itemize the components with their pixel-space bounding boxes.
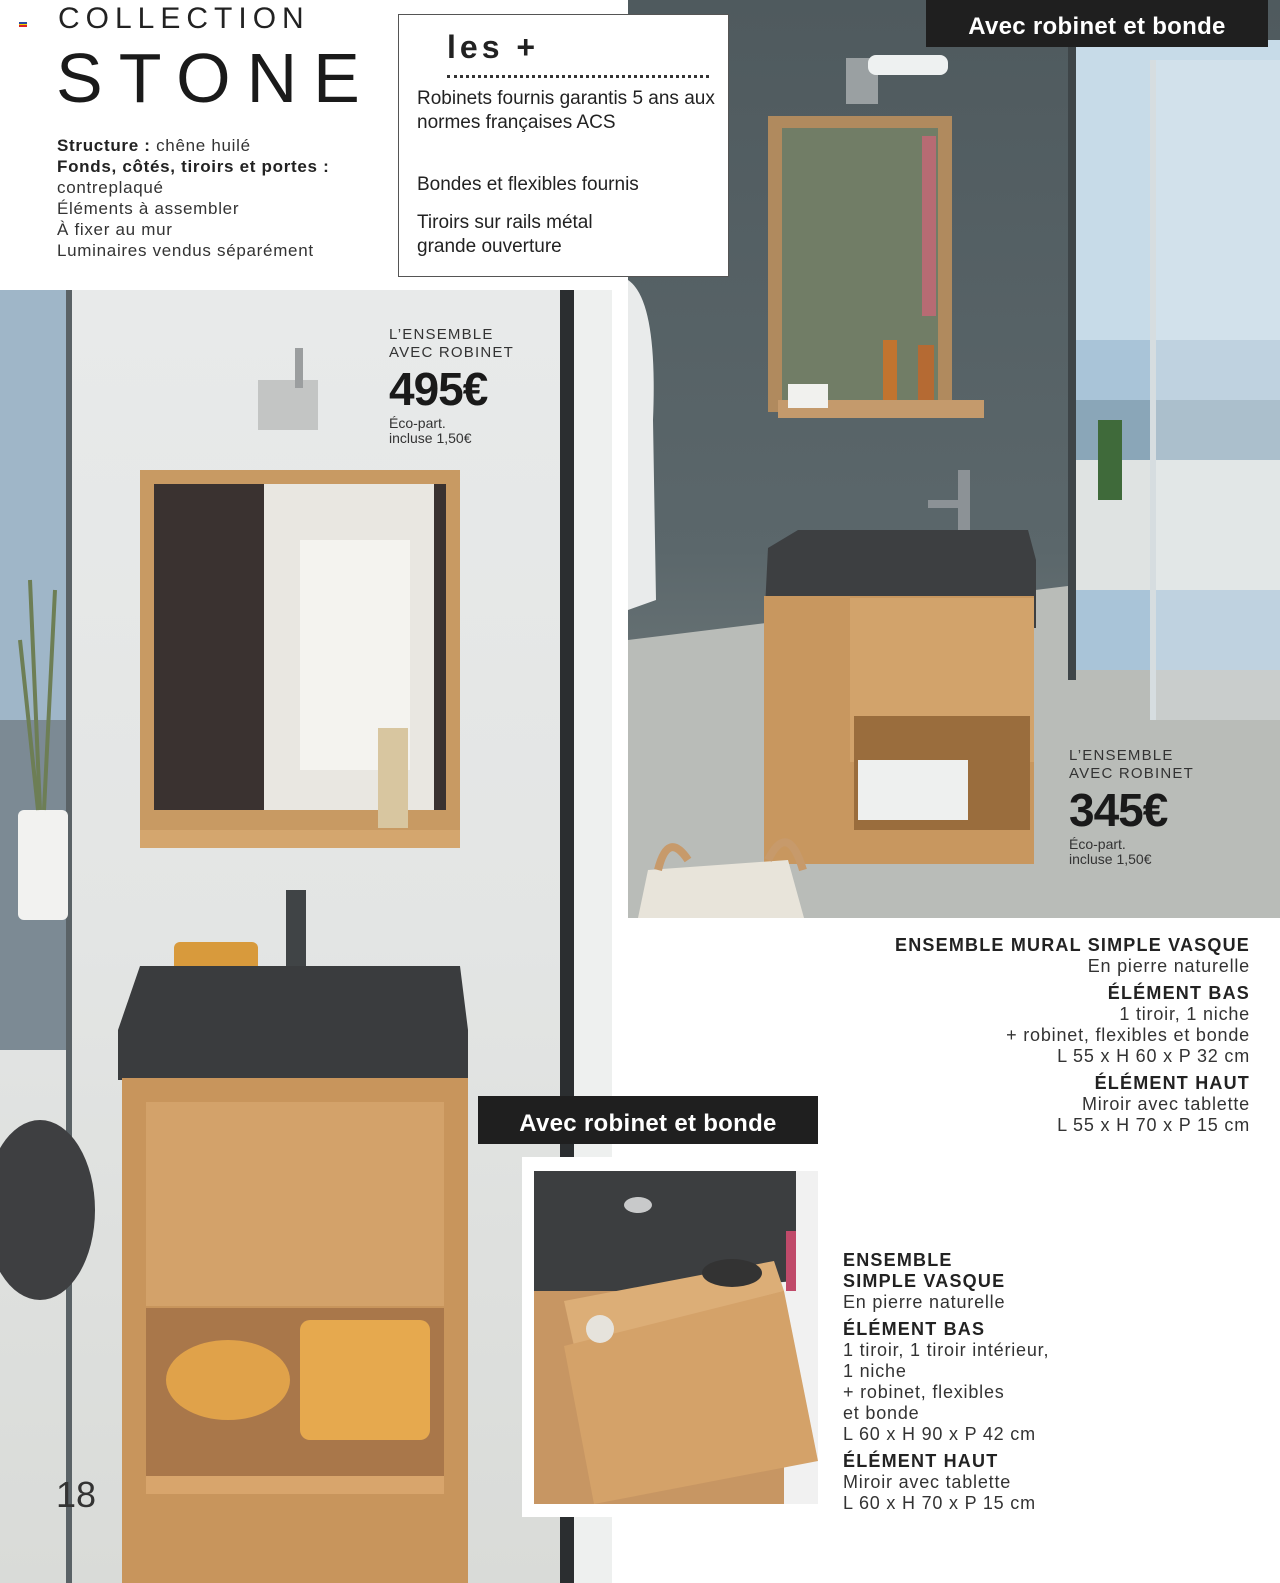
eco-part: Éco-part. <box>389 415 446 431</box>
advantages-title: les + <box>447 29 540 65</box>
element-line: et bonde <box>843 1403 920 1423</box>
banner-middle: Avec robinet et bonde <box>478 1096 818 1144</box>
photo-floor-vanity <box>0 290 612 1583</box>
element-line: Miroir avec tablette <box>1081 1094 1250 1114</box>
banner-top-right: Avec robinet et bonde <box>926 0 1268 47</box>
product-title: SIMPLE VASQUE <box>843 1271 1006 1291</box>
element-line: 1 niche <box>843 1361 907 1381</box>
advantage-item: Tiroirs sur rails métal grande ouverture <box>417 212 593 257</box>
advantages-box <box>398 14 729 277</box>
description-floor-set <box>843 1250 1143 1514</box>
eco-part: incluse 1,50€ <box>389 430 472 446</box>
element-haut-title: ÉLÉMENT HAUT <box>1094 1073 1250 1093</box>
photo-drawer-detail <box>534 1171 818 1504</box>
flag-icon <box>19 22 27 27</box>
product-subtitle: En pierre naturelle <box>843 1292 1006 1312</box>
price-label: L’ENSEMBLE <box>389 326 494 343</box>
collection-label: COLLECTION <box>58 2 310 35</box>
element-line: L 55 x H 60 x P 32 cm <box>1057 1046 1250 1066</box>
spec-line: Luminaires vendus séparément <box>57 241 314 260</box>
structure-value: chêne huilé <box>156 136 251 155</box>
element-bas-title: ÉLÉMENT BAS <box>843 1319 986 1339</box>
price-tag-floor <box>389 326 514 446</box>
element-line: 1 tiroir, 1 niche <box>1119 1004 1250 1024</box>
product-title: ENSEMBLE MURAL SIMPLE VASQUE <box>895 935 1250 955</box>
price-value: 495€ <box>389 363 488 415</box>
element-line: + robinet, flexibles et bonde <box>1006 1025 1250 1045</box>
price-label: AVEC ROBINET <box>389 344 514 361</box>
product-subtitle: En pierre naturelle <box>1087 956 1250 976</box>
price-label: L’ENSEMBLE <box>1069 747 1174 764</box>
spec-line: À fixer au mur <box>57 220 173 239</box>
element-line: + robinet, flexibles <box>843 1382 1005 1402</box>
dotted-divider <box>447 75 709 78</box>
eco-part: Éco-part. <box>1069 836 1126 852</box>
eco-part: incluse 1,50€ <box>1069 851 1152 867</box>
panels-label: Fonds, côtés, tiroirs et portes : <box>57 157 330 176</box>
structure-label: Structure : <box>57 136 151 155</box>
description-wall-set <box>870 935 1250 1136</box>
element-bas-title: ÉLÉMENT BAS <box>1107 983 1250 1003</box>
price-value: 345€ <box>1069 784 1168 836</box>
element-line: L 60 x H 70 x P 15 cm <box>843 1493 1036 1513</box>
price-tag-wall <box>1069 747 1194 867</box>
element-line: L 55 x H 70 x P 15 cm <box>1057 1115 1250 1135</box>
page-number: 18 <box>56 1474 97 1515</box>
collection-name: STONE <box>56 39 376 117</box>
advantage-item: Robinets fournis garantis 5 ans aux normes françaises ACS <box>417 88 715 133</box>
advantage-item: Bondes et flexibles fournis <box>417 174 639 195</box>
element-line: Miroir avec tablette <box>843 1472 1012 1492</box>
element-line: L 60 x H 90 x P 42 cm <box>843 1424 1036 1444</box>
product-title: ENSEMBLE <box>843 1250 953 1270</box>
specs-block <box>57 135 387 261</box>
spec-line: contreplaqué <box>57 178 164 197</box>
drawer-detail-illustration <box>534 1171 818 1504</box>
element-haut-title: ÉLÉMENT HAUT <box>843 1451 999 1471</box>
spec-line: Éléments à assembler <box>57 199 240 218</box>
price-label: AVEC ROBINET <box>1069 765 1194 782</box>
floor-vanity-illustration <box>0 290 612 1583</box>
element-line: 1 tiroir, 1 tiroir intérieur, <box>843 1340 1050 1360</box>
